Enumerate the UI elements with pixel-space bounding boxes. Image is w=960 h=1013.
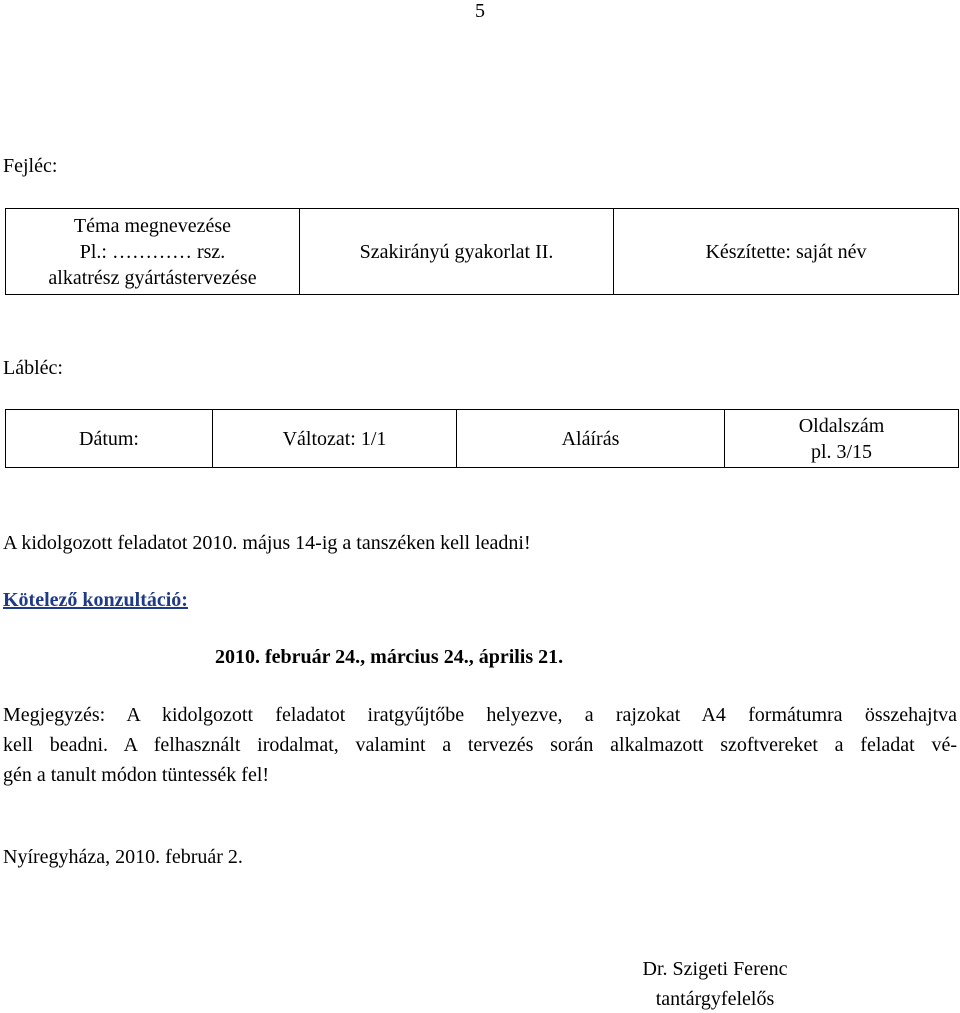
header-label: Fejléc: [3,155,58,177]
page-line-2: pl. 3/15 [810,440,873,463]
footer-version-cell: Változat: 1/1 [213,410,457,468]
header-table [5,208,959,295]
topic-line-2: Pl.: ………… rsz. [79,240,226,263]
deadline-text: A kidolgozott feladatot 2010. május 14-ig a tanszéken kell leadni! [3,532,531,554]
note-line: Megjegyzés: A kidolgozott feladatot iratgyűjtőbe helyezve, a rajzokat A4 formátumra összehajtva [3,704,957,726]
header-course-cell: Szakirányú gyakorlat II. [300,209,614,295]
page-line-1: Oldalszám [798,414,885,437]
note-paragraph [3,700,957,790]
signer-role: tantárgyfelelős [655,988,775,1010]
topic-line-3: alkatrész gyártástervezése [48,266,257,289]
page-number: 5 [475,0,485,22]
header-topic-cell [6,209,300,295]
consultation-heading: Kötelező konzultáció: [3,589,188,611]
signer-name: Dr. Szigeti Ferenc [642,958,788,980]
topic-line-1: Téma megnevezése [73,214,232,237]
footer-label: Lábléc: [3,357,63,379]
header-row [6,209,959,295]
consultation-dates: 2010. február 24., március 24., április 21. [215,646,564,668]
note-line: kell beadni. A felhasznált irodalmat, valamint a tervezés során alkalmazott szoftvereket a feladat vé- [3,734,957,756]
footer-date-cell: Dátum: [6,410,213,468]
note-line: gén a tanult módon tüntessék fel! [3,764,270,786]
footer-table [5,409,959,468]
place-date: Nyíregyháza, 2010. február 2. [3,846,243,868]
footer-signature-cell: Aláírás [457,410,725,468]
header-author-cell: Készítette: saját név [614,209,959,295]
footer-page-cell [725,410,959,468]
footer-row [6,410,959,468]
